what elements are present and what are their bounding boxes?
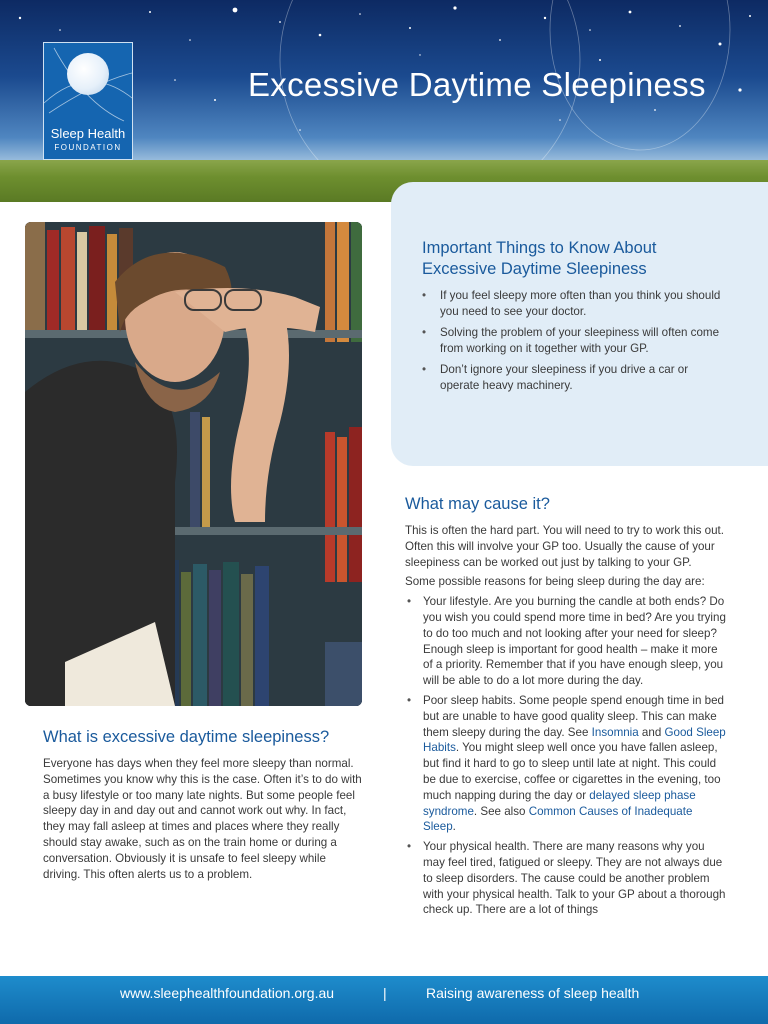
what-is-body: Everyone has days when they feel more sleepy than normal. Sometimes you know why this is the case. Often it’s to do with a busy lifestyle or too many late nights. But some people feel sleepy day in and day out and cannot work out why. In fact, they may fall asleep at times and places where they really should stay awake, such as on the train home or during a conversation. Obviously it is unsafe to feel sleepy while driving. This often alerts us to a problem. bbox=[43, 757, 362, 881]
cause-item-sleep-habits bbox=[405, 693, 727, 835]
cause-text: and bbox=[638, 725, 665, 739]
cause-text: . You might sleep well once you have fallen asleep, but find it hard to go to sleep until late at night. This could be due to exercise, coffee or cigarettes in the evening, too much napping during the day or bbox=[423, 741, 721, 802]
causes-section bbox=[405, 523, 727, 953]
footer-bar bbox=[0, 976, 768, 1024]
key-points-list bbox=[422, 288, 722, 399]
good-sleep-habits-link[interactable]: Good Sleep Habits bbox=[423, 725, 726, 755]
cause-item-lifestyle: • Your lifestyle. Are you burning the candle at both ends? Do you wish you could spend more time in bed? Are you trying to do too much and not looking after your need for sleep? Enough sleep is important for good health – make it more of a priority. Remember that if you have enough sleep, you will be able to do a lot more during the day. bbox=[405, 594, 727, 689]
key-points-heading-line1: Important Things to Know About bbox=[422, 239, 657, 257]
cause-text: . bbox=[452, 820, 456, 834]
insomnia-link[interactable]: Insomnia bbox=[591, 725, 639, 739]
page-title: Excessive Daytime Sleepiness bbox=[248, 66, 706, 103]
sleep-health-foundation-logo[interactable] bbox=[43, 42, 133, 160]
header-banner bbox=[0, 0, 768, 202]
cause-text: . See also bbox=[473, 804, 529, 818]
key-points-heading-line2: Excessive Daytime Sleepiness bbox=[422, 260, 647, 278]
logo-name: Sleep Health bbox=[50, 126, 126, 141]
website-link[interactable]: www.sleephealthfoundation.org.au bbox=[120, 985, 335, 1001]
key-point: • Solving the problem of your sleepiness will often come from working on it together with your GP. bbox=[422, 325, 722, 357]
footer-tagline: Raising awareness of sleep health bbox=[426, 985, 640, 1001]
logo-org: FOUNDATION bbox=[54, 143, 122, 152]
causes-intro: This is often the hard part. You will need to try to work this out. Often this will involve your GP too. Usually the cause of your sleepiness can be worked out just by talking to your GP. bbox=[405, 524, 724, 569]
key-points-box bbox=[391, 182, 768, 466]
key-point: • If you feel sleepy more often than you think you should you need to see your doctor. bbox=[422, 288, 722, 320]
footer-separator: | bbox=[383, 985, 387, 1001]
globe-icon bbox=[67, 53, 109, 95]
delayed-sleep-phase-link[interactable]: delayed sleep phase syndrome bbox=[423, 788, 696, 818]
key-points-heading bbox=[422, 238, 742, 280]
cause-item-physical-health: • Your physical health. There are many reasons why you may feel tired, fatigued or sleepy. They are not always due to sleep disorders. The cause could be another problem with your physical health. Talk to your GP about a thorough check up. There are a lot of things bbox=[405, 839, 727, 918]
causes-lead: Some possible reasons for being sleep during the day are: bbox=[405, 575, 705, 589]
sleeping-student-photo bbox=[25, 222, 362, 706]
key-point: • Don’t ignore your sleepiness if you drive a car or operate heavy machinery. bbox=[422, 362, 722, 394]
what-is-heading: What is excessive daytime sleepiness? bbox=[43, 728, 330, 746]
causes-heading: What may cause it? bbox=[405, 495, 550, 513]
cause-text: Poor sleep habits. Some people spend enough time in bed but are unable to have good quality sleep. This can make them sleepy during the day. See bbox=[423, 693, 725, 739]
common-causes-link[interactable]: Common Causes of Inadequate Sleep bbox=[423, 804, 693, 834]
photo-illustration bbox=[25, 222, 362, 706]
causes-list bbox=[405, 594, 727, 918]
